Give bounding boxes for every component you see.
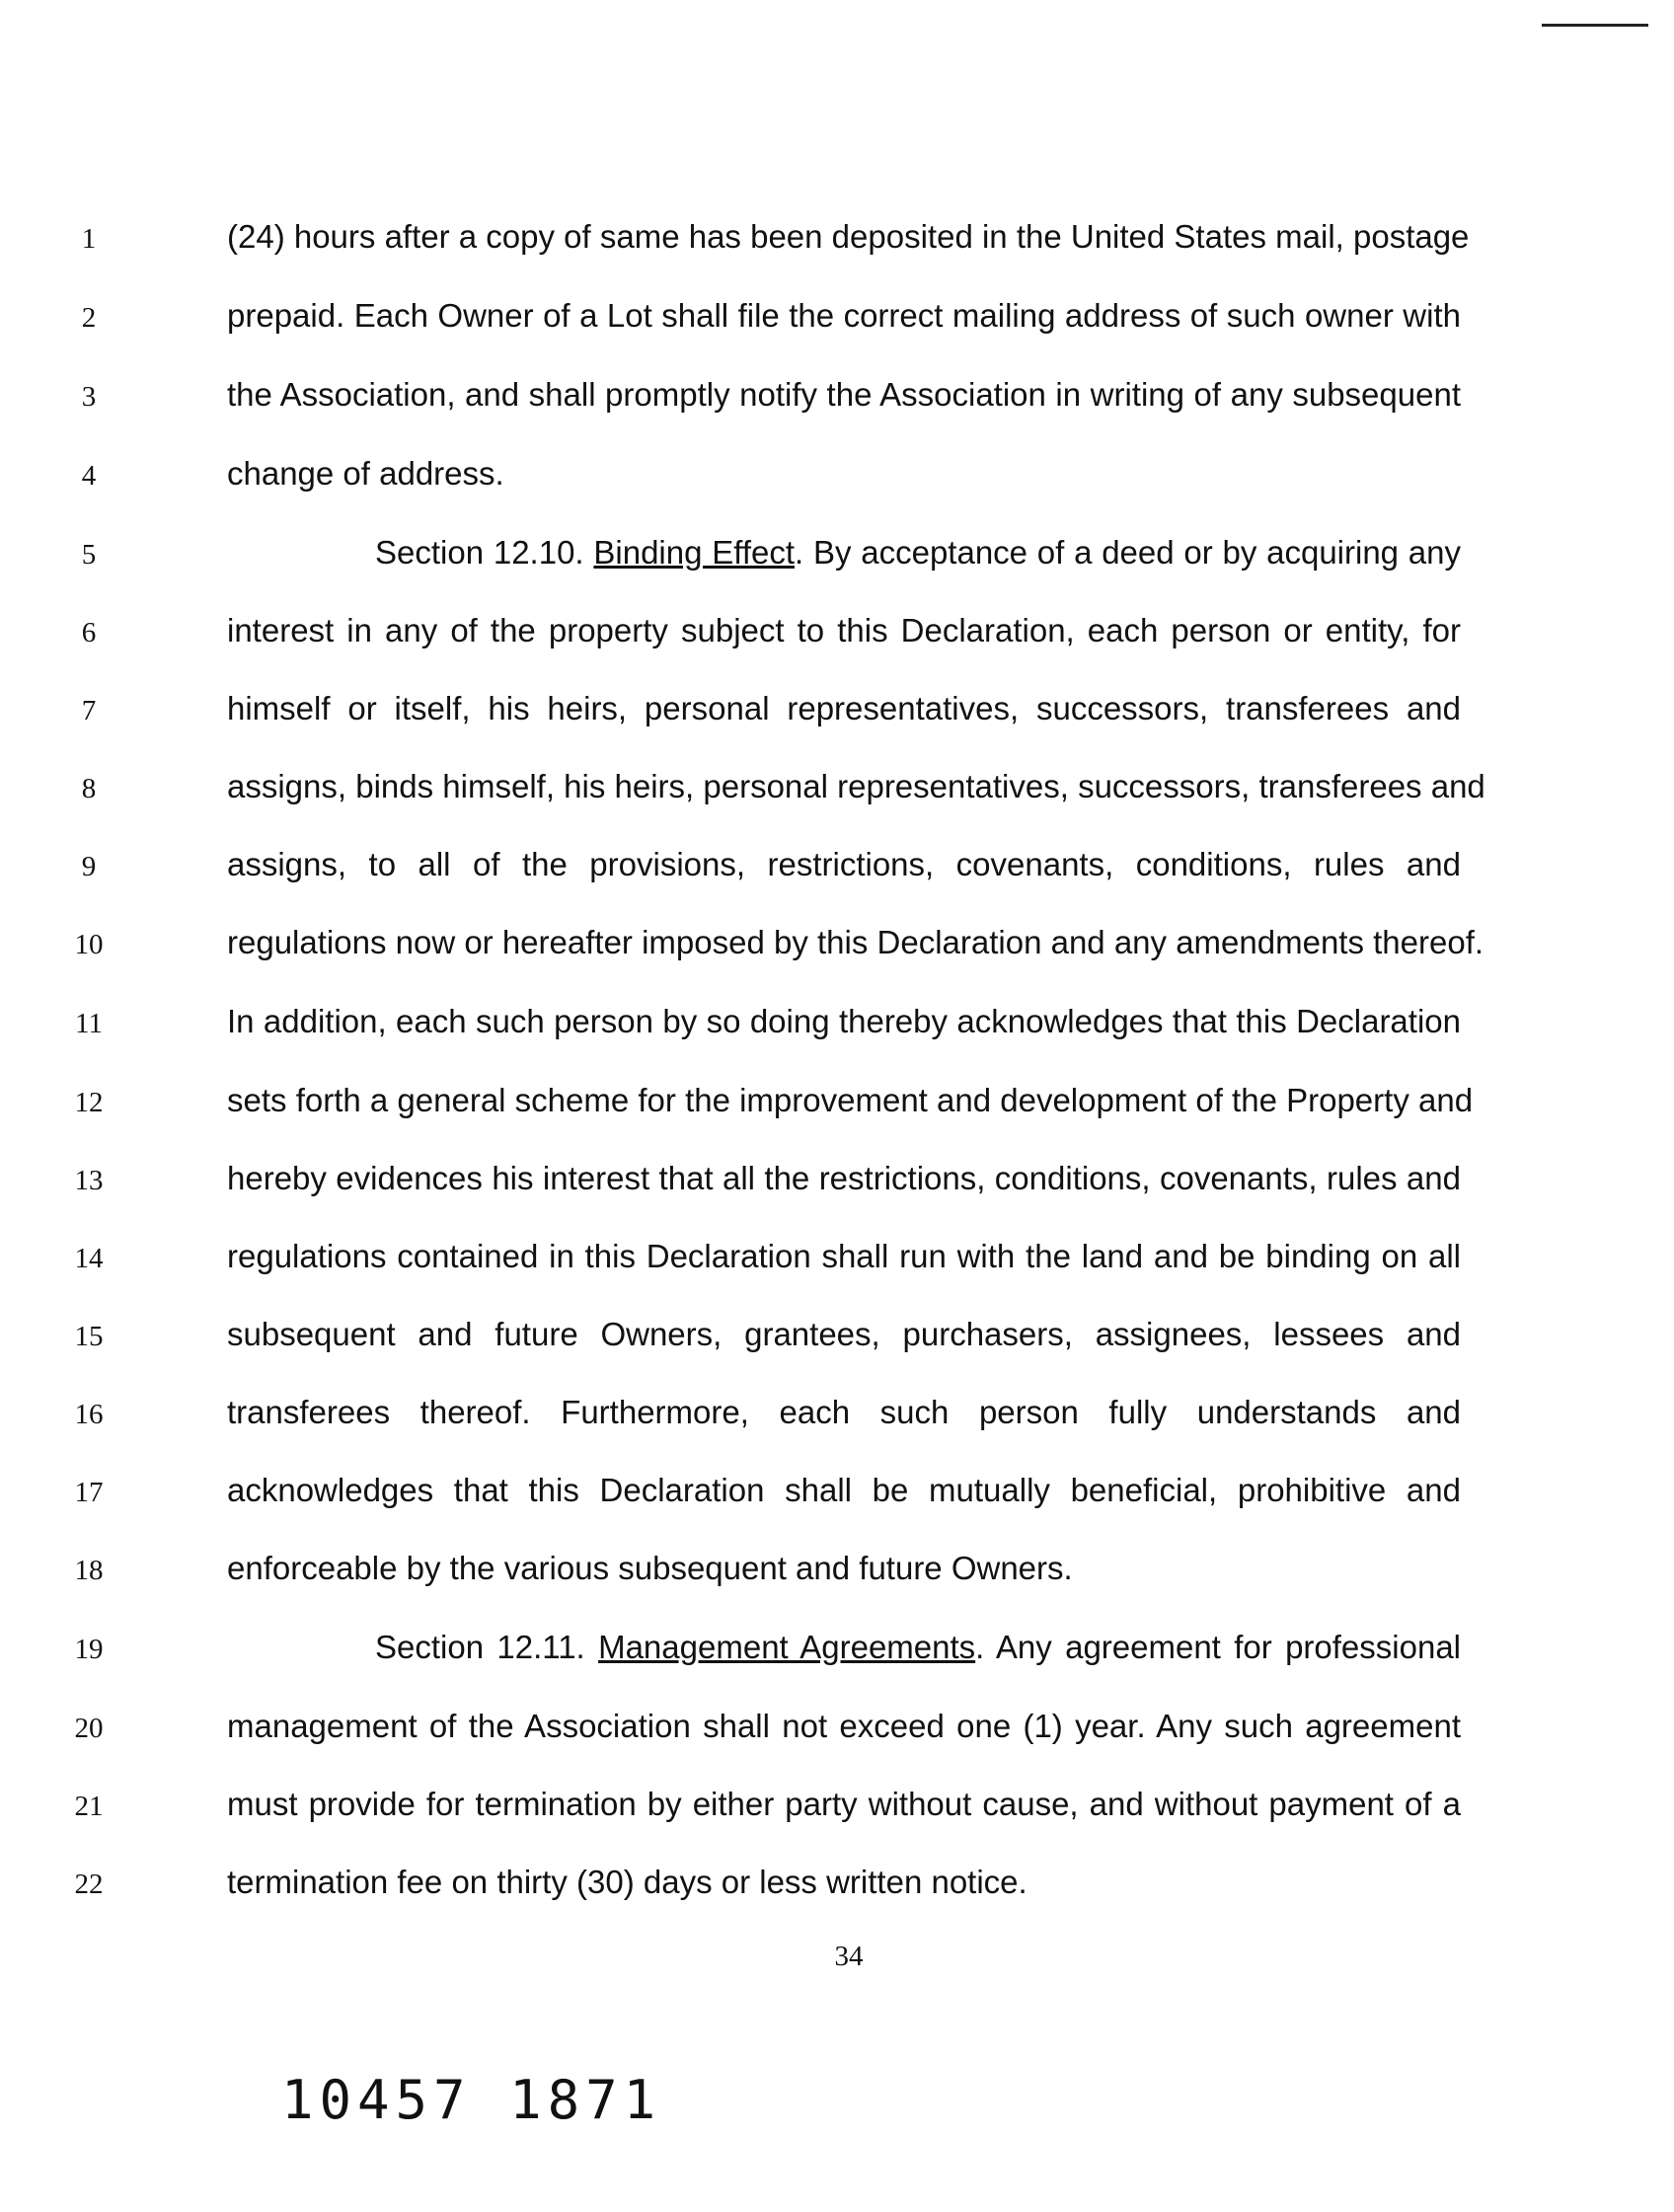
text-line: In addition, each such person by so doing thereby acknowledges that this Declaration: [227, 1003, 1461, 1039]
corner-rule-mark: [1542, 24, 1648, 27]
line-number: 15: [74, 1321, 104, 1352]
text-line: regulations contained in this Declaration shall run with the land and be binding on all: [227, 1238, 1461, 1274]
line-number: 11: [75, 1008, 103, 1039]
text-line: regulations now or hereafter imposed by this Declaration and any amendments thereof.: [227, 924, 1484, 960]
line-number: 14: [74, 1243, 104, 1274]
text-line: sets forth a general scheme for the improvement and development of the Property and: [227, 1082, 1474, 1118]
line-number: 3: [81, 381, 97, 413]
text-line: himself or itself, his heirs, personal representatives, successors, transferees and: [227, 690, 1461, 726]
page-number: 34: [834, 1941, 864, 1972]
text-line: (24) hours after a copy of same has been deposited in the United States mail, postage: [227, 218, 1470, 255]
line-number: 1: [81, 223, 97, 255]
line-number: 8: [81, 773, 97, 804]
section-heading-line: [375, 533, 1461, 572]
text-line: subsequent and future Owners, grantees, purchasers, assignees, lessees and: [227, 1316, 1461, 1352]
section-text: . Any agreement for professional: [975, 1629, 1462, 1665]
line-number: 6: [81, 617, 97, 648]
line-number: 17: [74, 1477, 104, 1508]
line-number: 10: [74, 929, 104, 960]
text-line: enforceable by the various subsequent and future Owners.: [227, 1550, 1073, 1586]
line-number: 2: [81, 302, 97, 334]
section-heading-line: [375, 1628, 1461, 1667]
line-number: 9: [81, 851, 97, 882]
text-line: interest in any of the property subject to this Declaration, each person or entity, for: [227, 612, 1461, 648]
section-number: Section 12.10.: [375, 534, 584, 571]
line-number: 13: [74, 1165, 104, 1196]
section-title: Binding Effect: [593, 534, 796, 571]
line-number: 20: [74, 1713, 104, 1744]
line-number: 7: [81, 695, 97, 726]
line-number: 16: [74, 1399, 104, 1430]
line-number: 4: [81, 460, 97, 492]
text-line: hereby evidences his interest that all the restrictions, conditions, covenants, rules and: [227, 1160, 1461, 1196]
text-line: assigns, to all of the provisions, restrictions, covenants, conditions, rules and: [227, 846, 1461, 882]
line-number: 19: [74, 1634, 104, 1665]
text-line: assigns, binds himself, his heirs, personal representatives, successors, transferees and: [227, 768, 1485, 804]
section-title: Management Agreements: [598, 1629, 976, 1665]
line-number: 18: [74, 1555, 104, 1586]
recording-stamp: 10457 1871: [281, 2069, 662, 2131]
line-number: 21: [74, 1791, 104, 1822]
text-line: termination fee on thirty (30) days or less written notice.: [227, 1864, 1027, 1900]
text-line: change of address.: [227, 455, 504, 492]
text-line: prepaid. Each Owner of a Lot shall file the correct mailing address of such owner with: [227, 297, 1461, 334]
text-line: acknowledges that this Declaration shall be mutually beneficial, prohibitive and: [227, 1472, 1461, 1508]
section-number: Section 12.11.: [375, 1629, 585, 1665]
text-line: management of the Association shall not exceed one (1) year. Any such agreement: [227, 1708, 1461, 1744]
line-number: 22: [74, 1869, 104, 1900]
section-text: . By acceptance of a deed or by acquiring any: [795, 534, 1462, 571]
text-line: transferees thereof. Furthermore, each such person fully understands and: [227, 1394, 1461, 1430]
text-line: the Association, and shall promptly notify the Association in writing of any subsequent: [227, 376, 1461, 413]
line-number: 12: [74, 1087, 104, 1118]
line-number: 5: [81, 539, 97, 571]
text-line: must provide for termination by either party without cause, and without payment of a: [227, 1786, 1461, 1822]
